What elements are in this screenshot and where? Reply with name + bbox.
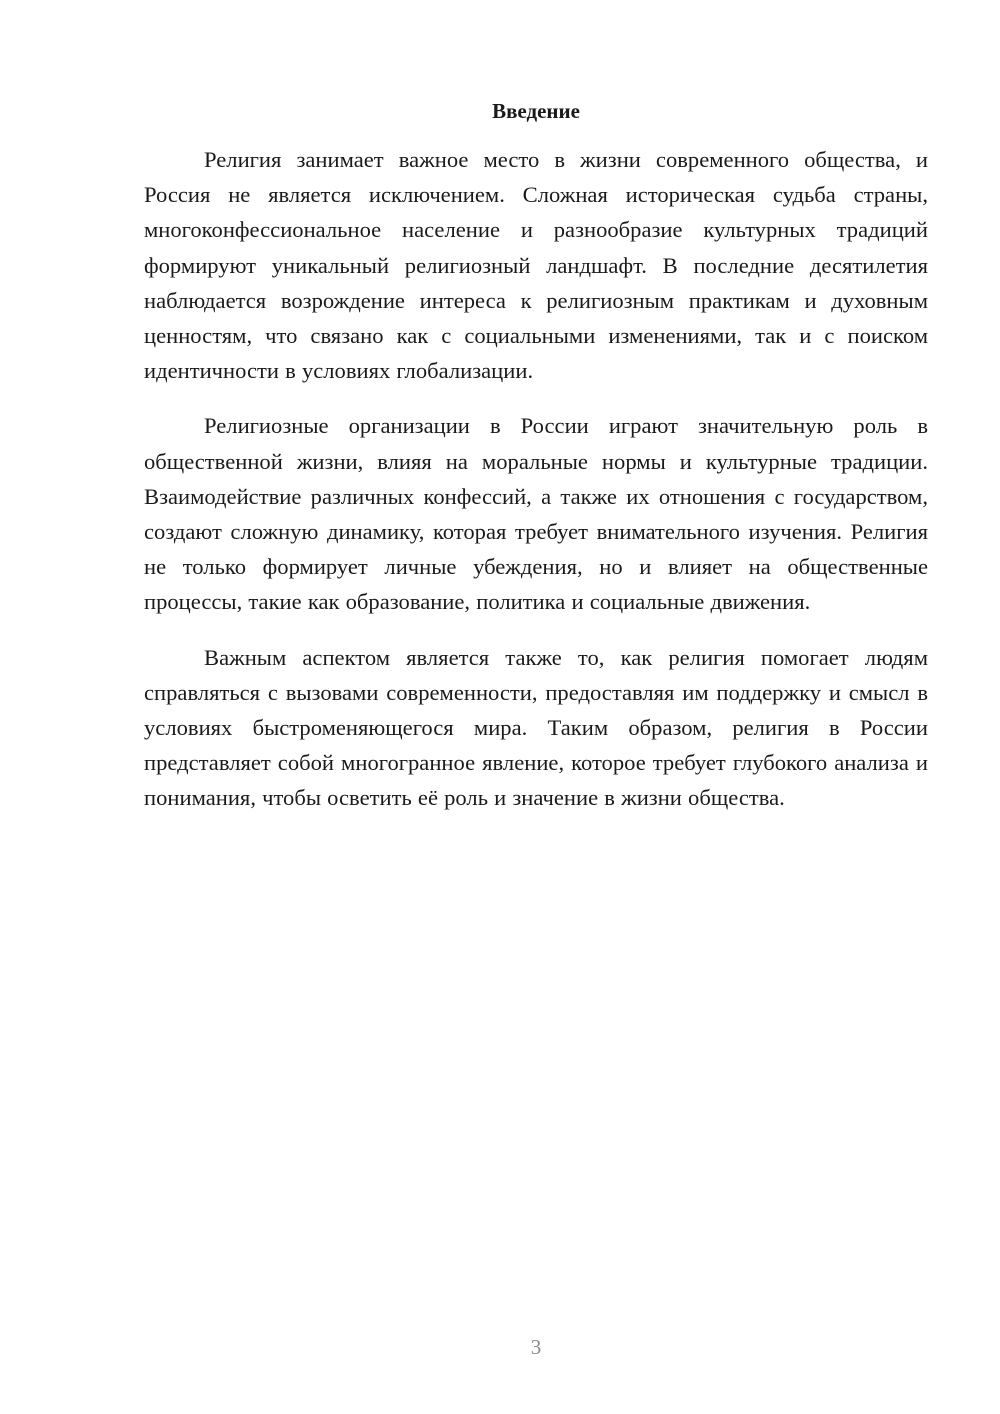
body-text [144,142,928,836]
paragraph-2: Религиозные организации в России играют значительную роль в общественной жизни, влияя на моральные нормы и культурные традиции. Взаимодействие различных конфессий, а также их отношения с государством, создают сложную динамику, которая требует внимательного изучения. Религия не только формирует личные убеждения, но и влияет на общественные процессы, такие как образование, политика и социальные движения. [144,413,928,615]
paragraph-1: Религия занимает важное место в жизни современного общества, и Россия не является исключением. Сложная историческая судьба страны, многоконфессиональное население и разнообразие культурных традиций формируют уникальный религиозный ландшафт. В последние десятилетия наблюдается возрождение интереса к религиозным практикам и духовным ценностям, что связано как с социальными изменениями, так и с поиском идентичности в условиях глобализации. [144,147,928,384]
page-number: 3 [530,1335,542,1359]
paragraph-3: Важным аспектом является также то, как религия помогает людям справляться с вызовами современности, предоставляя им поддержку и смысл в условиях быстроменяющегося мира. Таким образом, религия в России представляет собой многогранное явление, которое требует глубокого анализа и понимания, чтобы осветить её роль и значение в жизни общества. [144,644,928,811]
section-heading: Введение [492,99,580,123]
